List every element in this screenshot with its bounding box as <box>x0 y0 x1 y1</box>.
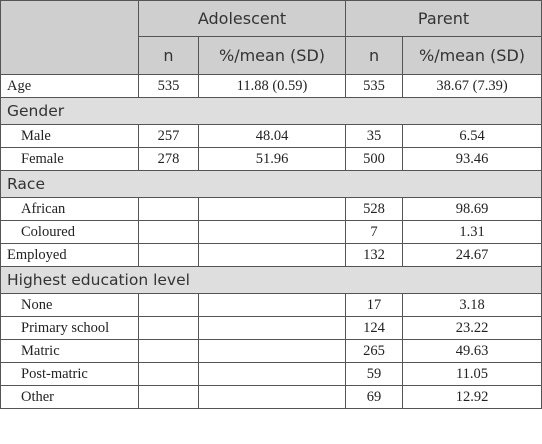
row-label: Primary school <box>1 317 139 340</box>
adolescent-n-cell <box>139 363 199 386</box>
adolescent-n-cell: 257 <box>139 125 199 148</box>
adolescent-n-cell <box>139 386 199 409</box>
adolescent-n-cell <box>139 244 199 267</box>
adolescent-n-cell: 535 <box>139 75 199 98</box>
parent-n-cell: 17 <box>346 294 403 317</box>
table-row-other <box>1 386 542 409</box>
header-parent: Parent <box>346 1 542 37</box>
adolescent-value-cell <box>199 317 346 340</box>
section-header-race: Race <box>1 171 542 198</box>
section-row-gender <box>1 98 542 125</box>
table-row-african <box>1 198 542 221</box>
parent-n-cell: 500 <box>346 148 403 171</box>
parent-value-cell: 11.05 <box>403 363 542 386</box>
parent-value-cell: 23.22 <box>403 317 542 340</box>
table-row-post-matric <box>1 363 542 386</box>
parent-value-cell: 49.63 <box>403 340 542 363</box>
table-row-coloured <box>1 221 542 244</box>
table-row-none <box>1 294 542 317</box>
table-row-primary-school <box>1 317 542 340</box>
row-label: None <box>1 294 139 317</box>
table-row-age <box>1 75 542 98</box>
adolescent-n-cell <box>139 294 199 317</box>
parent-n-cell: 528 <box>346 198 403 221</box>
parent-n-cell: 35 <box>346 125 403 148</box>
adolescent-n-cell <box>139 198 199 221</box>
adolescent-value-cell <box>199 386 346 409</box>
adolescent-n-cell <box>139 340 199 363</box>
section-row-race <box>1 171 542 198</box>
table-row-matric <box>1 340 542 363</box>
parent-n-cell: 265 <box>346 340 403 363</box>
parent-n-cell: 124 <box>346 317 403 340</box>
adolescent-value-cell: 48.04 <box>199 125 346 148</box>
adolescent-value-cell <box>199 221 346 244</box>
table-row-male <box>1 125 542 148</box>
parent-value-cell: 98.69 <box>403 198 542 221</box>
header-adolescent-n: n <box>139 37 199 75</box>
adolescent-n-cell <box>139 317 199 340</box>
adolescent-value-cell <box>199 363 346 386</box>
row-label: Female <box>1 148 139 171</box>
section-header-gender: Gender <box>1 98 542 125</box>
adolescent-n-cell: 278 <box>139 148 199 171</box>
header-parent-n: n <box>346 37 403 75</box>
parent-n-cell: 535 <box>346 75 403 98</box>
adolescent-value-cell <box>199 340 346 363</box>
parent-value-cell: 3.18 <box>403 294 542 317</box>
adolescent-value-cell <box>199 244 346 267</box>
section-header-education: Highest education level <box>1 267 542 294</box>
parent-value-cell: 6.54 <box>403 125 542 148</box>
header-adolescent: Adolescent <box>139 1 346 37</box>
parent-value-cell: 93.46 <box>403 148 542 171</box>
table-row-employed <box>1 244 542 267</box>
section-row-education <box>1 267 542 294</box>
row-label: Coloured <box>1 221 139 244</box>
parent-value-cell: 1.31 <box>403 221 542 244</box>
parent-value-cell: 12.92 <box>403 386 542 409</box>
adolescent-value-cell <box>199 198 346 221</box>
row-label: Matric <box>1 340 139 363</box>
parent-n-cell: 132 <box>346 244 403 267</box>
parent-n-cell: 59 <box>346 363 403 386</box>
parent-value-cell: 38.67 (7.39) <box>403 75 542 98</box>
row-label: Other <box>1 386 139 409</box>
adolescent-value-cell: 11.88 (0.59) <box>199 75 346 98</box>
header-row-groups <box>1 1 542 37</box>
row-label: Employed <box>1 244 139 267</box>
adolescent-value-cell: 51.96 <box>199 148 346 171</box>
adolescent-n-cell <box>139 221 199 244</box>
adolescent-value-cell <box>199 294 346 317</box>
row-label: Age <box>1 75 139 98</box>
header-adolescent-mean-sd: %/mean (SD) <box>199 37 346 75</box>
row-label: Post-matric <box>1 363 139 386</box>
table-row-female <box>1 148 542 171</box>
parent-value-cell: 24.67 <box>403 244 542 267</box>
parent-n-cell: 69 <box>346 386 403 409</box>
header-parent-mean-sd: %/mean (SD) <box>403 37 542 75</box>
row-label: Male <box>1 125 139 148</box>
row-label: African <box>1 198 139 221</box>
parent-n-cell: 7 <box>346 221 403 244</box>
header-corner <box>1 1 139 75</box>
